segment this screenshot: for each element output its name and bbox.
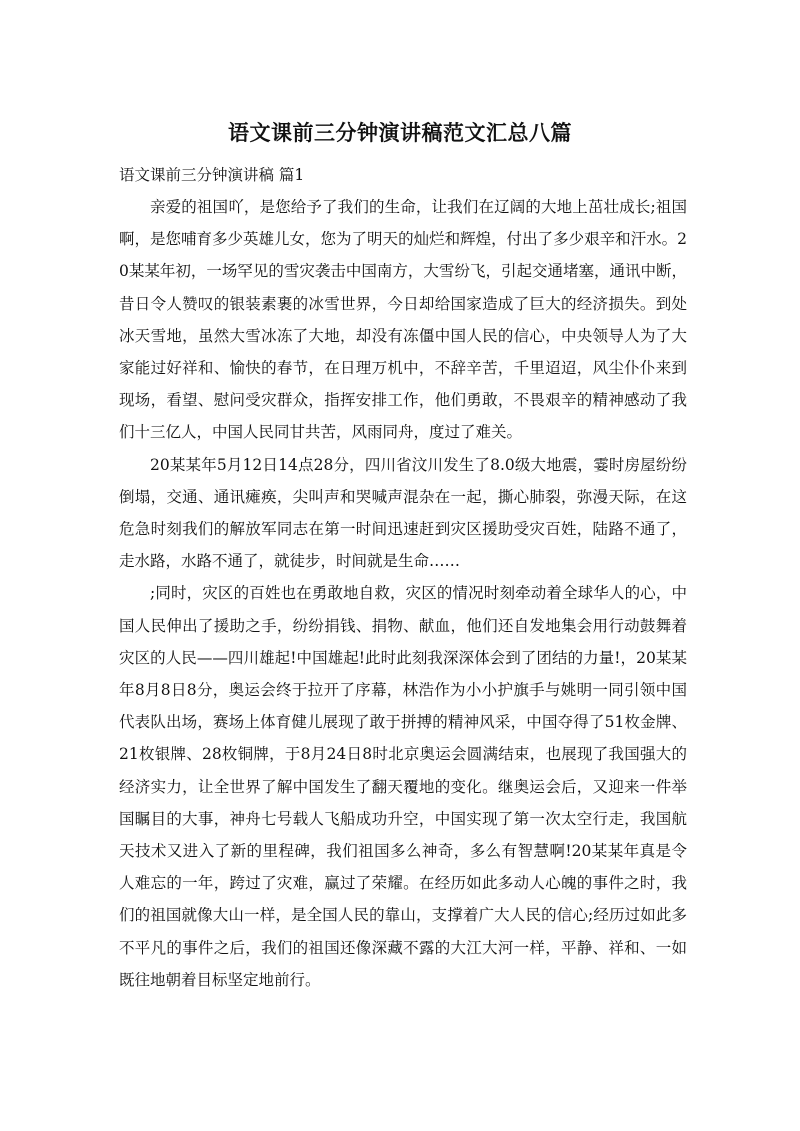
document-title: 语文课前三分钟演讲稿范文汇总八篇	[228, 121, 572, 145]
paragraph-2: 20某某年5月12日14点28分，四川省汶川发生了8.0级大地震，霎时房屋纷纷倒塌，交通、通讯瘫痪，尖叫声和哭喊声混杂在一起，撕心肺裂，弥漫天际，在这危急时刻我们的解放军同志在第一时间迅速赶到灾区援助受灾百姓，陆路不通了，走水路，水路不通了，就徒步，时间就是生命……	[119, 455, 687, 571]
paragraph-1: 亲爱的祖国吖，是您给予了我们的生命，让我们在辽阔的大地上茁壮成长;祖国啊，是您哺育多少英雄儿女，您为了明天的灿烂和辉煌，付出了多少艰辛和汗水。20某某年初，一场罕见的雪灾袭击中国南方，大雪纷飞，引起交通堵塞，通讯中断，昔日令人赞叹的银装素裹的冰雪世界，今日却给国家造成了巨大的经济损失。到处冰天雪地，虽然大雪冰冻了大地，却没有冻僵中国人民的信心，中央领导人为了大家能过好祥和、愉快的春节，在日理万机中，不辞辛苦，千里迢迢，风尘仆仆来到现场，看望、慰问受灾群众，指挥安排工作，他们勇敢，不畏艰辛的精神感动了我们十三亿人，中国人民同甘共苦，风雨同舟，度过了难关。	[119, 198, 687, 442]
document-body	[119, 191, 687, 996]
paragraph-3: ;同时，灾区的百姓也在勇敢地自救，灾区的情况时刻牵动着全球华人的心，中国人民伸出了援助之手，纷纷捐钱、捐物、献血，他们还自发地集会用行动鼓舞着灾区的人民——四川雄起!中国雄起!此时此刻我深深体会到了团结的力量!，20某某年8月8日8分，奥运会终于拉开了序幕，林浩作为小小护旗手与姚明一同引领中国代表队出场，赛场上体育健儿展现了敢于拼搏的精神风采，中国夺得了51枚金牌、21枚银牌、28枚铜牌，于8月24日8时北京奥运会圆满结束，也展现了我国强大的经济实力，让全世界了解中国发生了翻天覆地的变化。继奥运会后，又迎来一件举国瞩目的大事，神舟七号载人飞船成功升空，中国实现了第一次太空行走，我国航天技术又进入了新的里程碑，我们祖国多么神奇，多么有智慧啊!20某某年真是令人难忘的一年，跨过了灾难，赢过了荣耀。在经历如此多动人心魄的事件之时，我们的祖国就像大山一样，是全国人民的靠山，支撑着广大人民的信心;经历过如此多不平凡的事件之后，我们的祖国还像深藏不露的大江大河一样，平静、祥和、一如既往地朝着目标坚定地前行。	[119, 584, 687, 989]
section-heading: 语文课前三分钟演讲稿 篇1	[119, 166, 305, 184]
